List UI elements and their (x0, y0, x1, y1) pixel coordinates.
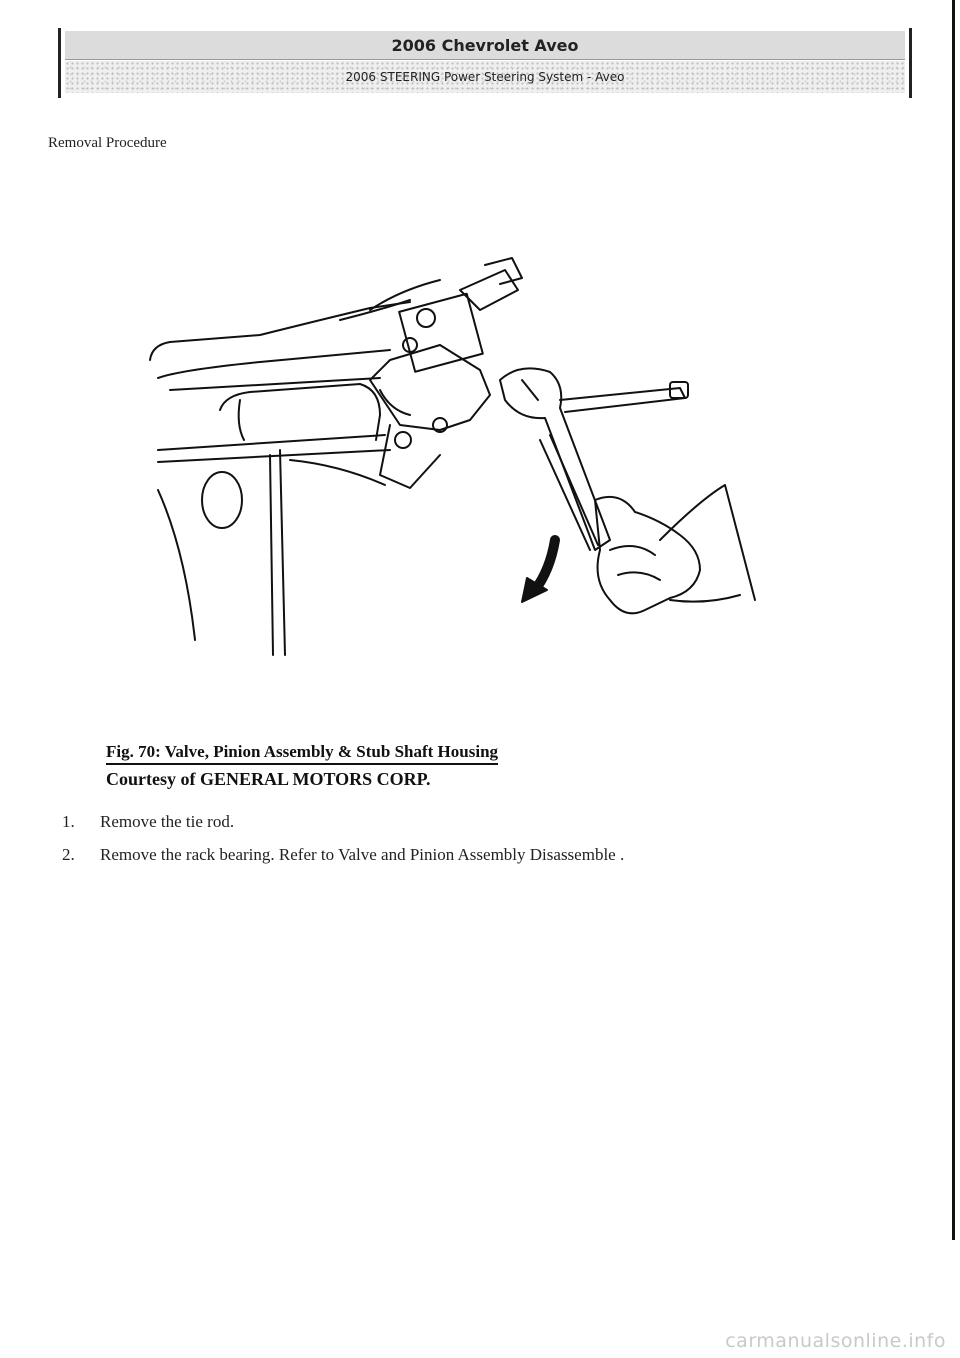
step-number: 1. (62, 812, 75, 831)
header-title: 2006 Chevrolet Aveo (65, 31, 905, 60)
step-text: Remove the rack bearing. Refer to Valve and Pinion Assembly Disassemble . (100, 845, 625, 864)
header-subtitle: 2006 STEERING Power Steering System - Aveo (65, 61, 905, 93)
watermark: carmanualsonline.info (725, 1330, 946, 1352)
document-header (58, 28, 912, 98)
procedure-steps (62, 812, 902, 878)
figure-courtesy: Courtesy of GENERAL MOTORS CORP. (106, 769, 431, 789)
step-number: 2. (62, 845, 75, 864)
figure-caption: Fig. 70: Valve, Pinion Assembly & Stub Shaft Housing (106, 742, 498, 765)
step-text: Remove the tie rod. (100, 812, 235, 831)
section-title: Removal Procedure (48, 135, 167, 151)
list-item (62, 812, 902, 845)
page-right-border (952, 0, 955, 1240)
figure-illustration (140, 250, 760, 660)
list-item (62, 845, 902, 878)
